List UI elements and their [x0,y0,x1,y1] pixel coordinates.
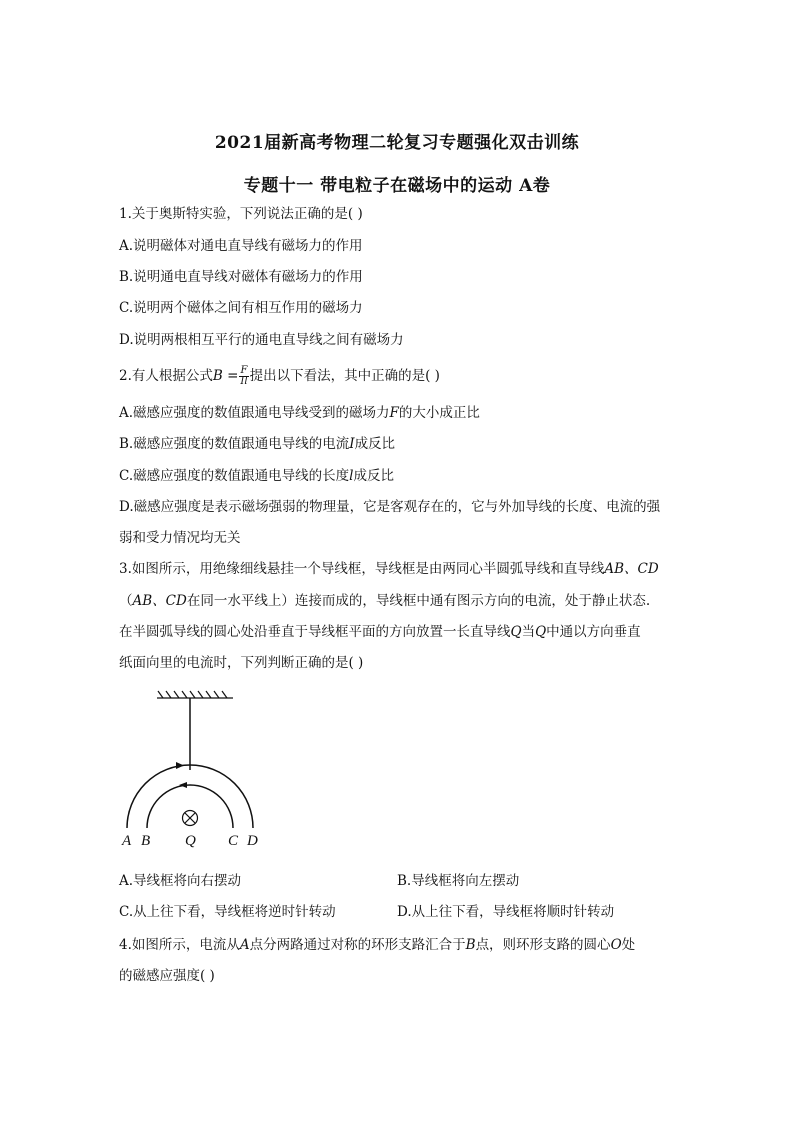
label-q: Q [185,833,196,849]
q2-option-a [119,403,480,423]
q2-option-b-var: I [349,436,355,452]
q2-formula-denominator: Il [240,376,248,387]
q2-stem-post: 提出以下看法，其中正确的是( ) [249,368,440,384]
inner-semicircle-wire [147,785,233,828]
q4-l1-mid2: 点，则环形支路的圆心 [475,937,611,953]
q3-l3-text: 在半圆弧导线的圆心处沿垂直于导线框平面的方向放置一长直导线 [119,624,511,640]
q3-wire-frame-figure [115,688,275,853]
q1-option-a: A.说明磁体对通电直导线有磁场力的作用 [119,238,363,254]
current-into-page-icon [183,811,198,826]
q2-option-c-var: l [349,468,354,484]
q4-stem-line1 [119,935,635,955]
q2-formula-fraction [239,366,248,387]
q2-option-a-text: A.磁感应强度的数值跟通电导线受到的磁场力 [119,405,390,421]
q2-option-b-tail: 成反比 [354,436,396,452]
q3-l3-var1: Q [510,624,522,640]
q3-l3-var2: Q [535,624,547,640]
q1-option-c: C.说明两个磁体之间有相互作用的磁场力 [119,300,363,316]
q2-option-b [119,434,395,454]
q1-stem: 1.关于奥斯特实验，下列说法正确的是( ) [119,206,363,222]
q2-option-c [119,466,394,486]
q2-stem-pre: 2.有人根据公式 [119,368,213,384]
q3-option-c: C.从上往下看，导线框将逆时针转动 [119,904,336,920]
q3-l1-var: AB、CD [604,561,659,577]
label-d: D [247,833,258,849]
q2-option-c-text: C.磁感应强度的数值跟通电导线的长度 [119,468,350,484]
q3-l3-tail: 中通以方向垂直 [546,624,641,640]
label-c: C [228,833,239,849]
q2-option-c-tail: 成反比 [353,468,394,484]
q3-stem-line2 [119,591,650,611]
q2-option-a-var: F [389,405,399,421]
label-a: A [122,833,132,849]
q3-l2-var: AB、CD [132,593,187,609]
q3-l2-text: 在同一水平线上）连接而成的，导线框中通有图示方向的电流，处于静止状态. [186,593,651,609]
q2-stem [119,366,440,387]
q3-stem-line4: 纸面向里的电流时，下列判断正确的是( ) [119,655,364,671]
q3-option-d: D.从上往下看，导线框将顺时针转动 [397,904,615,920]
q3-options-row1 [119,871,679,891]
q3-stem-line3 [119,622,641,642]
q2-option-d-line1: D.磁感应强度是表示磁场强弱的物理量，它是客观存在的，它与外加导线的长度、电流的强 [119,499,661,515]
page-title: 2021届新高考物理二轮复习专题强化双击训练 [214,133,580,153]
q3-options-row2 [119,902,679,922]
q3-l1-text: 3.如图所示，用绝缘细线悬挂一个导线框，导线框是由两同心半圆弧导线和直导线 [119,561,605,577]
q3-l3-mid: 当 [521,624,536,640]
q4-stem-line2: 的磁感应强度( ) [119,968,215,984]
current-arrow-outer-icon [176,762,184,769]
ceiling-hatch-icon [157,691,233,698]
q4-l1-tail: 处 [621,937,636,953]
q2-formula-numerator: F [240,365,248,376]
q4-l1-text: 4.如图所示，电流从 [119,937,240,953]
current-arrow-inner-icon [179,782,187,788]
q1-option-b: B.说明通电直导线对磁体有磁场力的作用 [119,269,363,285]
q4-l1-var2: B [465,937,476,953]
q4-l1-var3: O [610,937,622,953]
q3-option-b: B.导线框将向左摆动 [397,873,520,889]
q2-option-d-line2: 弱和受力情况均无关 [119,530,241,546]
q4-l1-var1: A [239,937,250,953]
q3-l2-open: （ [119,593,133,609]
q2-option-b-text: B.磁感应强度的数值跟通电导线的电流 [119,436,350,452]
q3-stem-line1 [119,559,659,579]
q2-formula-lhs: B = [212,368,239,384]
q1-option-d: D.说明两根相互平行的通电直导线之间有磁场力 [119,332,404,348]
q3-option-a: A.导线框将向右摆动 [119,873,242,889]
label-b: B [141,833,151,849]
q4-l1-mid: 点分两路通过对称的环形支路汇合于 [249,937,466,953]
page-subtitle: 专题十一 带电粒子在磁场中的运动 A卷 [243,176,551,196]
q2-option-a-tail: 的大小成正比 [398,405,480,421]
